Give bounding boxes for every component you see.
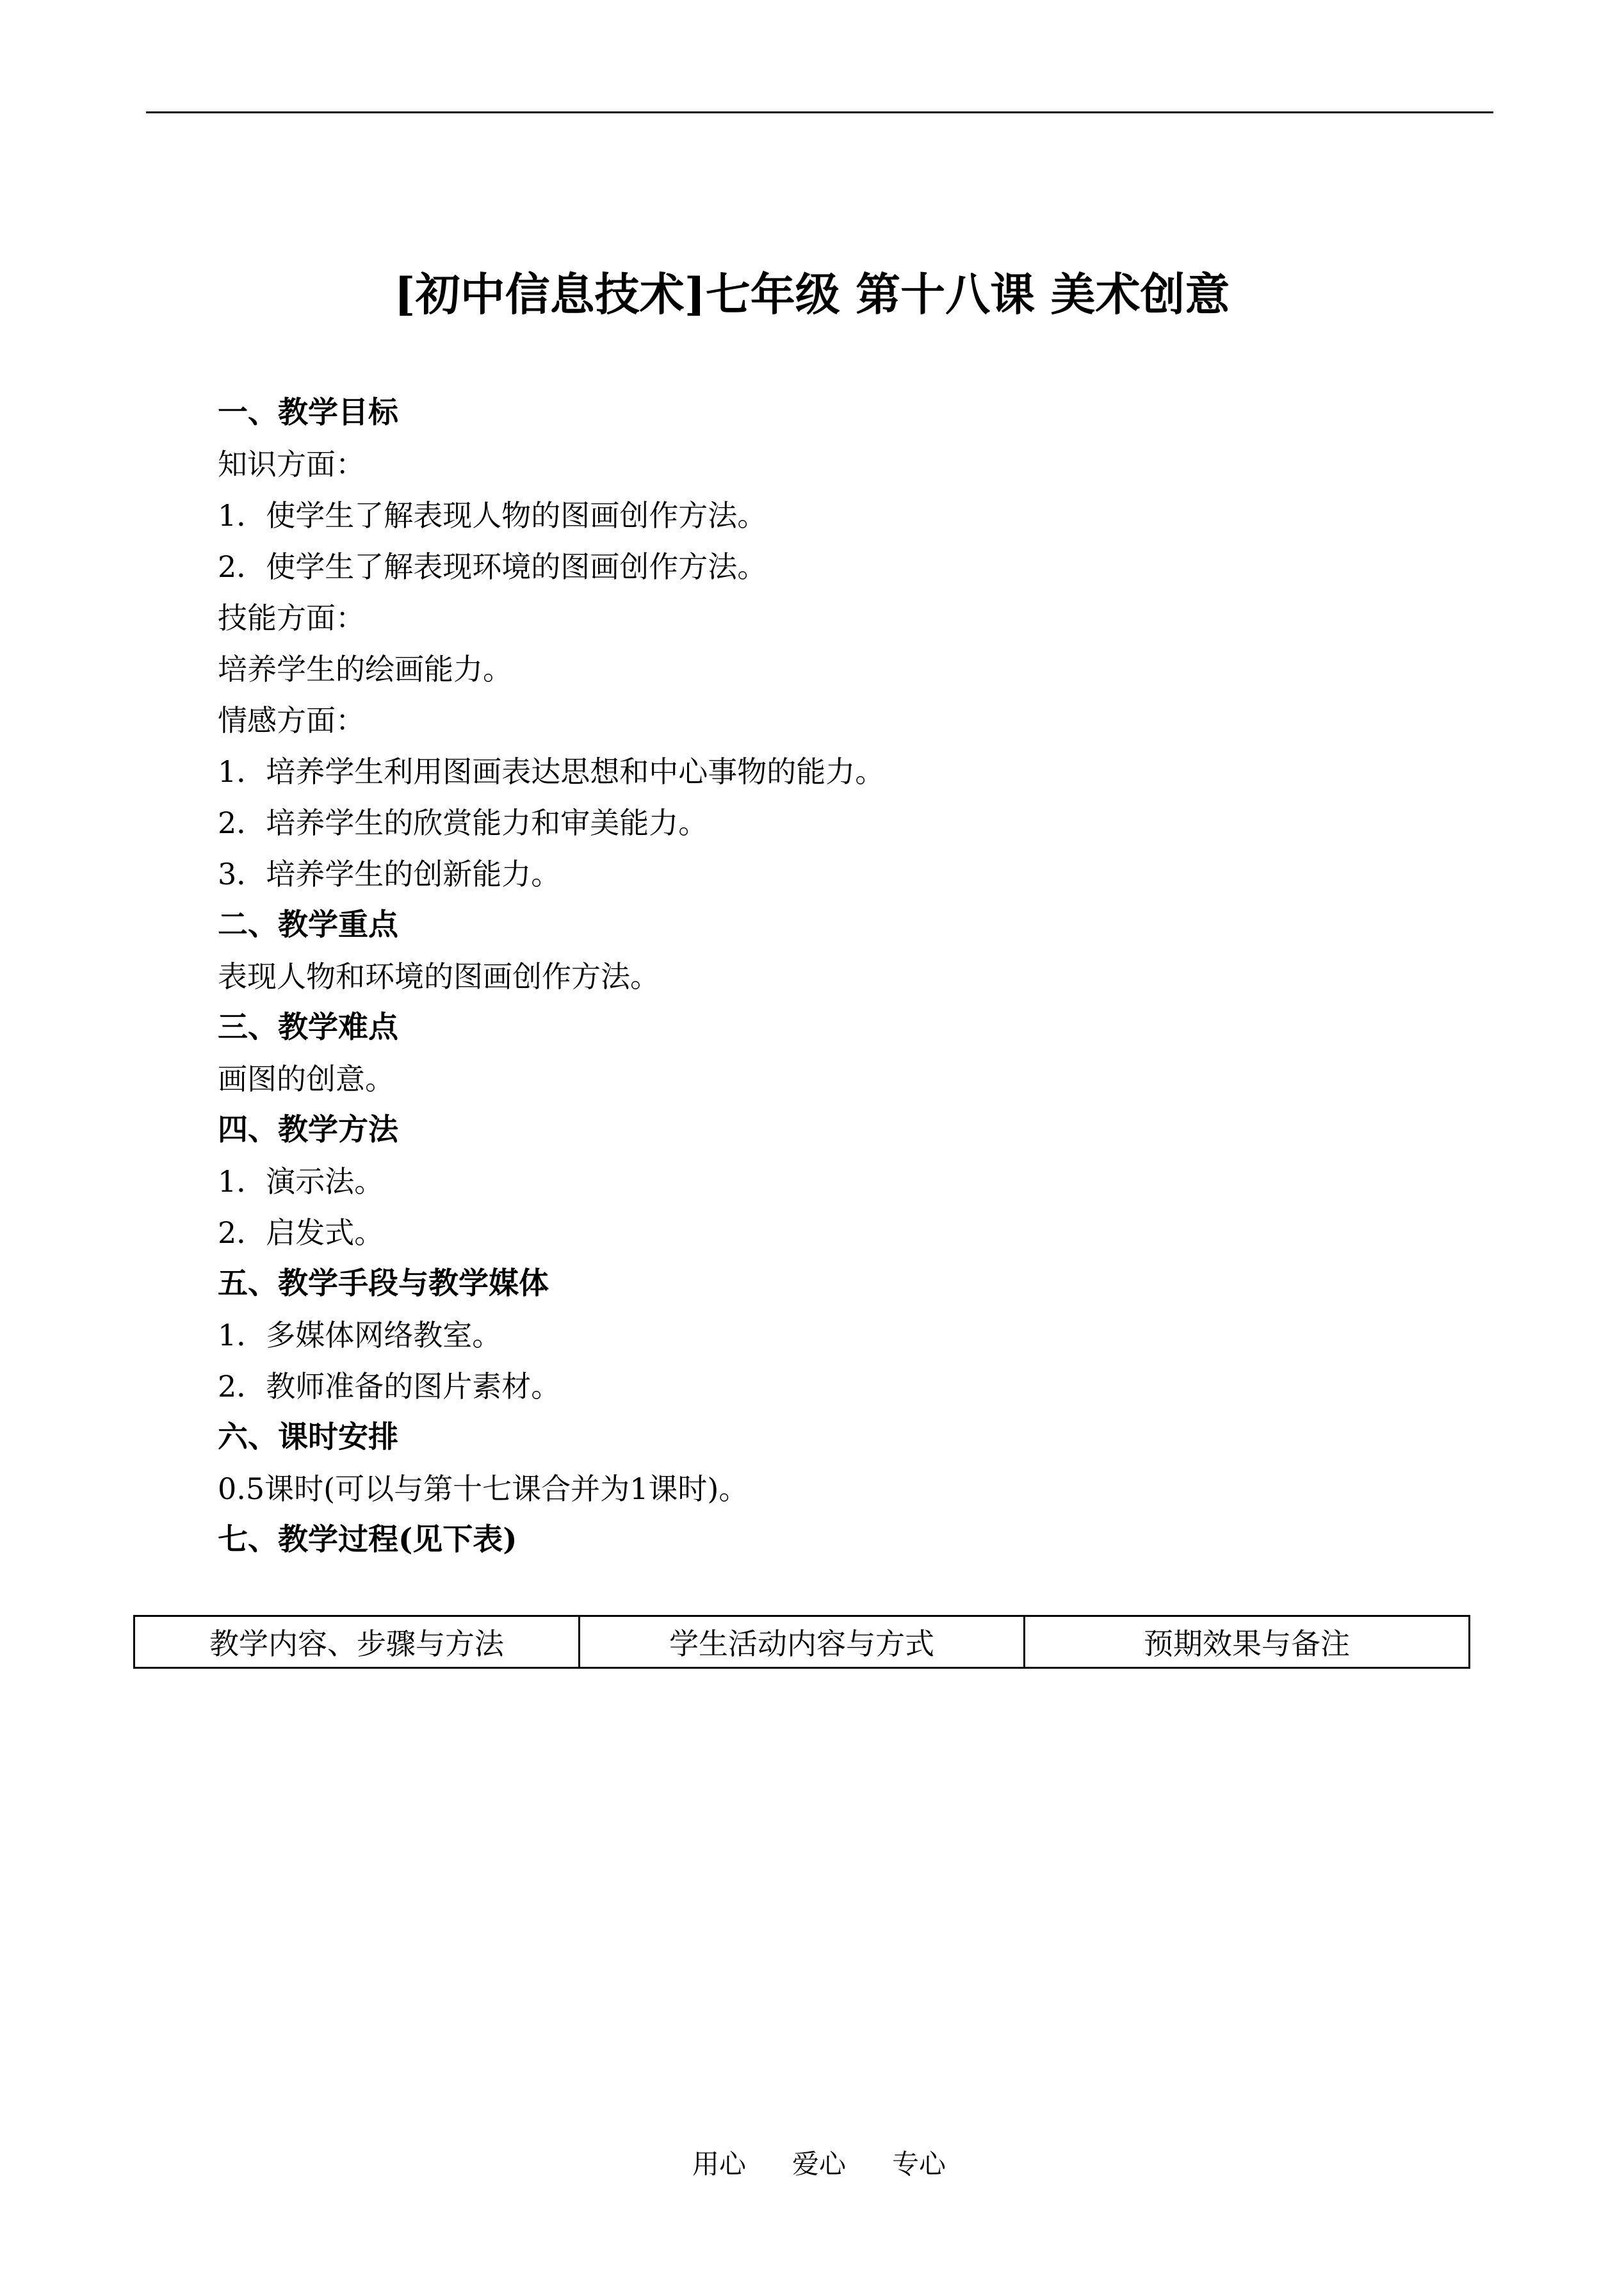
table-header-row (134, 1616, 1470, 1668)
section-line: 1．多媒体网络教室。 (218, 1318, 502, 1352)
document-body (218, 387, 1434, 1566)
footer-word: 用心 (692, 2148, 747, 2180)
teaching-process-table (133, 1615, 1470, 1669)
section-line: 七、教学过程(见下表) (218, 1522, 517, 1557)
section-line: 技能方面： (218, 601, 365, 635)
header-rule (146, 111, 1493, 113)
section-line: 2．培养学生的欣赏能力和审美能力。 (218, 806, 708, 840)
page-footer (692, 2139, 946, 2190)
section-line: 培养学生的绘画能力。 (218, 652, 512, 686)
section-line: 表现人物和环境的图画创作方法。 (218, 959, 660, 994)
table-header-cell: 教学内容、步骤与方法 (134, 1616, 580, 1668)
section-line: 2．启发式。 (218, 1215, 384, 1250)
section-line: 2．教师准备的图片素材。 (218, 1369, 561, 1404)
section-line: 0.5课时(可以与第十七课合并为1课时)。 (218, 1472, 749, 1506)
section-line: 六、课时安排 (218, 1420, 398, 1455)
section-line: 3．培养学生的创新能力。 (218, 857, 561, 891)
document-title: [初中信息技术]七年级 第十八课 美术创意 (394, 268, 1230, 321)
section-line: 画图的创意。 (218, 1062, 394, 1096)
footer-word: 专心 (892, 2148, 946, 2180)
section-line: 一、教学目标 (218, 395, 398, 430)
section-line: 1．培养学生利用图画表达思想和中心事物的能力。 (218, 754, 885, 789)
footer-word: 爱心 (792, 2148, 847, 2180)
section-line: 三、教学难点 (218, 1010, 398, 1045)
section-line: 知识方面： (218, 447, 365, 482)
section-line: 1．演示法。 (218, 1164, 384, 1199)
table-header-cell: 预期效果与备注 (1025, 1616, 1470, 1668)
section-line: 二、教学重点 (218, 907, 398, 943)
table-header-cell: 学生活动内容与方式 (580, 1616, 1025, 1668)
section-line: 四、教学方法 (218, 1112, 398, 1148)
section-line: 情感方面： (218, 703, 365, 738)
section-line: 五、教学手段与教学媒体 (218, 1266, 549, 1301)
section-line: 2．使学生了解表现环境的图画创作方法。 (218, 549, 767, 584)
section-line: 1．使学生了解表现人物的图画创作方法。 (218, 498, 767, 533)
